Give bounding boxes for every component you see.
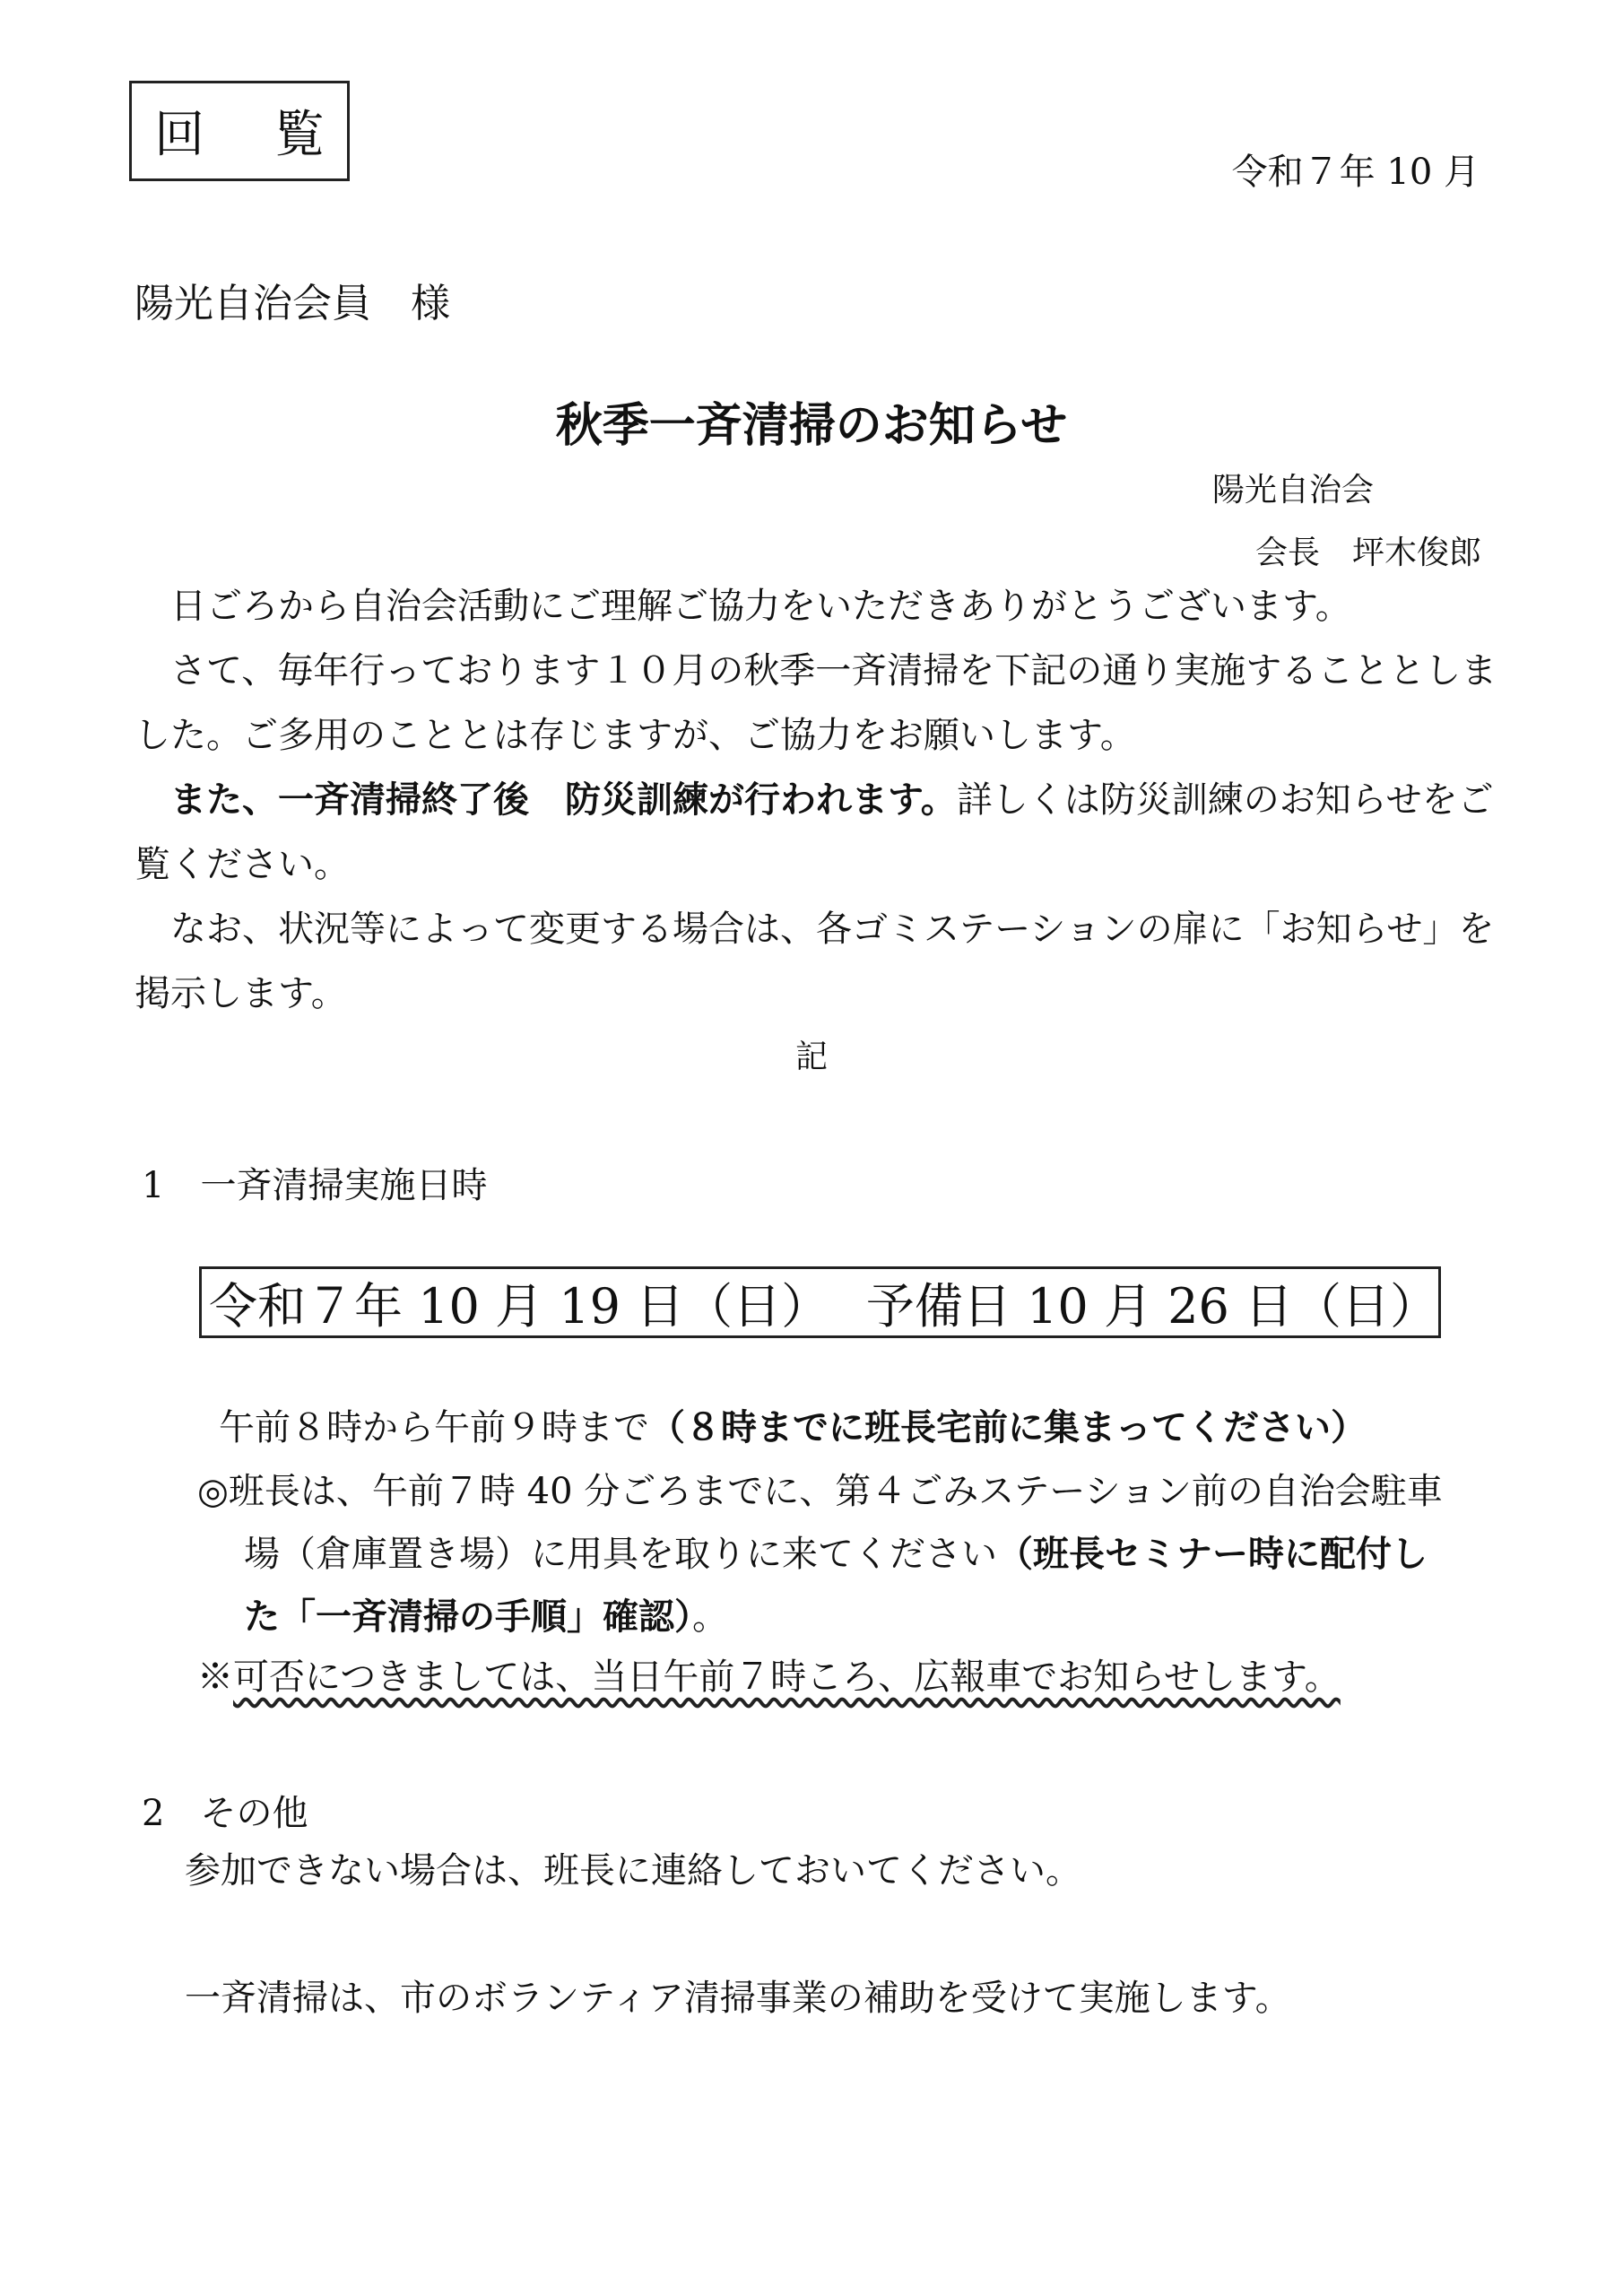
sender-organization: 陽光自治会 xyxy=(1212,472,1375,509)
circulation-label: 回 覧 xyxy=(129,81,350,181)
footer-note: 一斉清掃は、市のボランティア清掃事業の補助を受けて実施します。 xyxy=(185,1978,1291,2019)
reserve-date: 予備日 10 月 26 日（日） xyxy=(865,1277,1438,1335)
main-date: 令和７年 10 月 19 日（日） xyxy=(209,1277,830,1335)
body-paragraph-2: さて、毎年行っております１０月の秋季一斉清掃を下記の通り実施することとしました。ご多用のこととは存じますが、ご協力をお願いします。 xyxy=(135,650,1497,756)
body-paragraph-3: また、一斉清掃終了後 防災訓練が行われます。詳しくは防災訓練のお知らせをご覧ください。 xyxy=(135,778,1494,885)
body-paragraph-4: なお、状況等によって変更する場合は、各ゴミステーションの扉に「お知らせ」を掲示します。 xyxy=(135,909,1495,1014)
time-range: 午前８時から午前９時まで（８時までに班長宅前に集まってください） xyxy=(219,1406,1367,1448)
recipient: 陽光自治会員 様 xyxy=(135,281,450,326)
sender-chairman: 会長 坪木俊郎 xyxy=(1255,535,1482,571)
issue-date: 令和７年 10 月 xyxy=(1231,152,1480,193)
leader-instructions: ◎班長は、午前７時 40 分ごろまでに、第４ごみステーション前の自治会駐車 場（倉庫置き場）に用具を取りに来てください（班長セミナー時に配付し た「一斉清掃の手順」確認）。 xyxy=(197,1471,1443,1638)
section-2-heading: 2 その他 xyxy=(142,1793,308,1834)
document-title: 秋季一斉清掃のお知らせ xyxy=(555,398,1068,453)
body-paragraph-1: 日ごろから自治会活動にご理解ご協力をいただきありがとうございます。 xyxy=(170,586,1351,627)
ki-marker: 記 xyxy=(794,1039,828,1075)
section-2-text: 参加できない場合は、班長に連絡しておいてください。 xyxy=(185,1850,1081,1892)
weather-note: ※可否につきましては、当日午前７時ころ、広報車でお知らせします。 xyxy=(197,1657,1341,1698)
section-1-heading: 1 一斉清掃実施日時 xyxy=(142,1165,488,1206)
schedule-date-box xyxy=(199,1266,1441,1338)
